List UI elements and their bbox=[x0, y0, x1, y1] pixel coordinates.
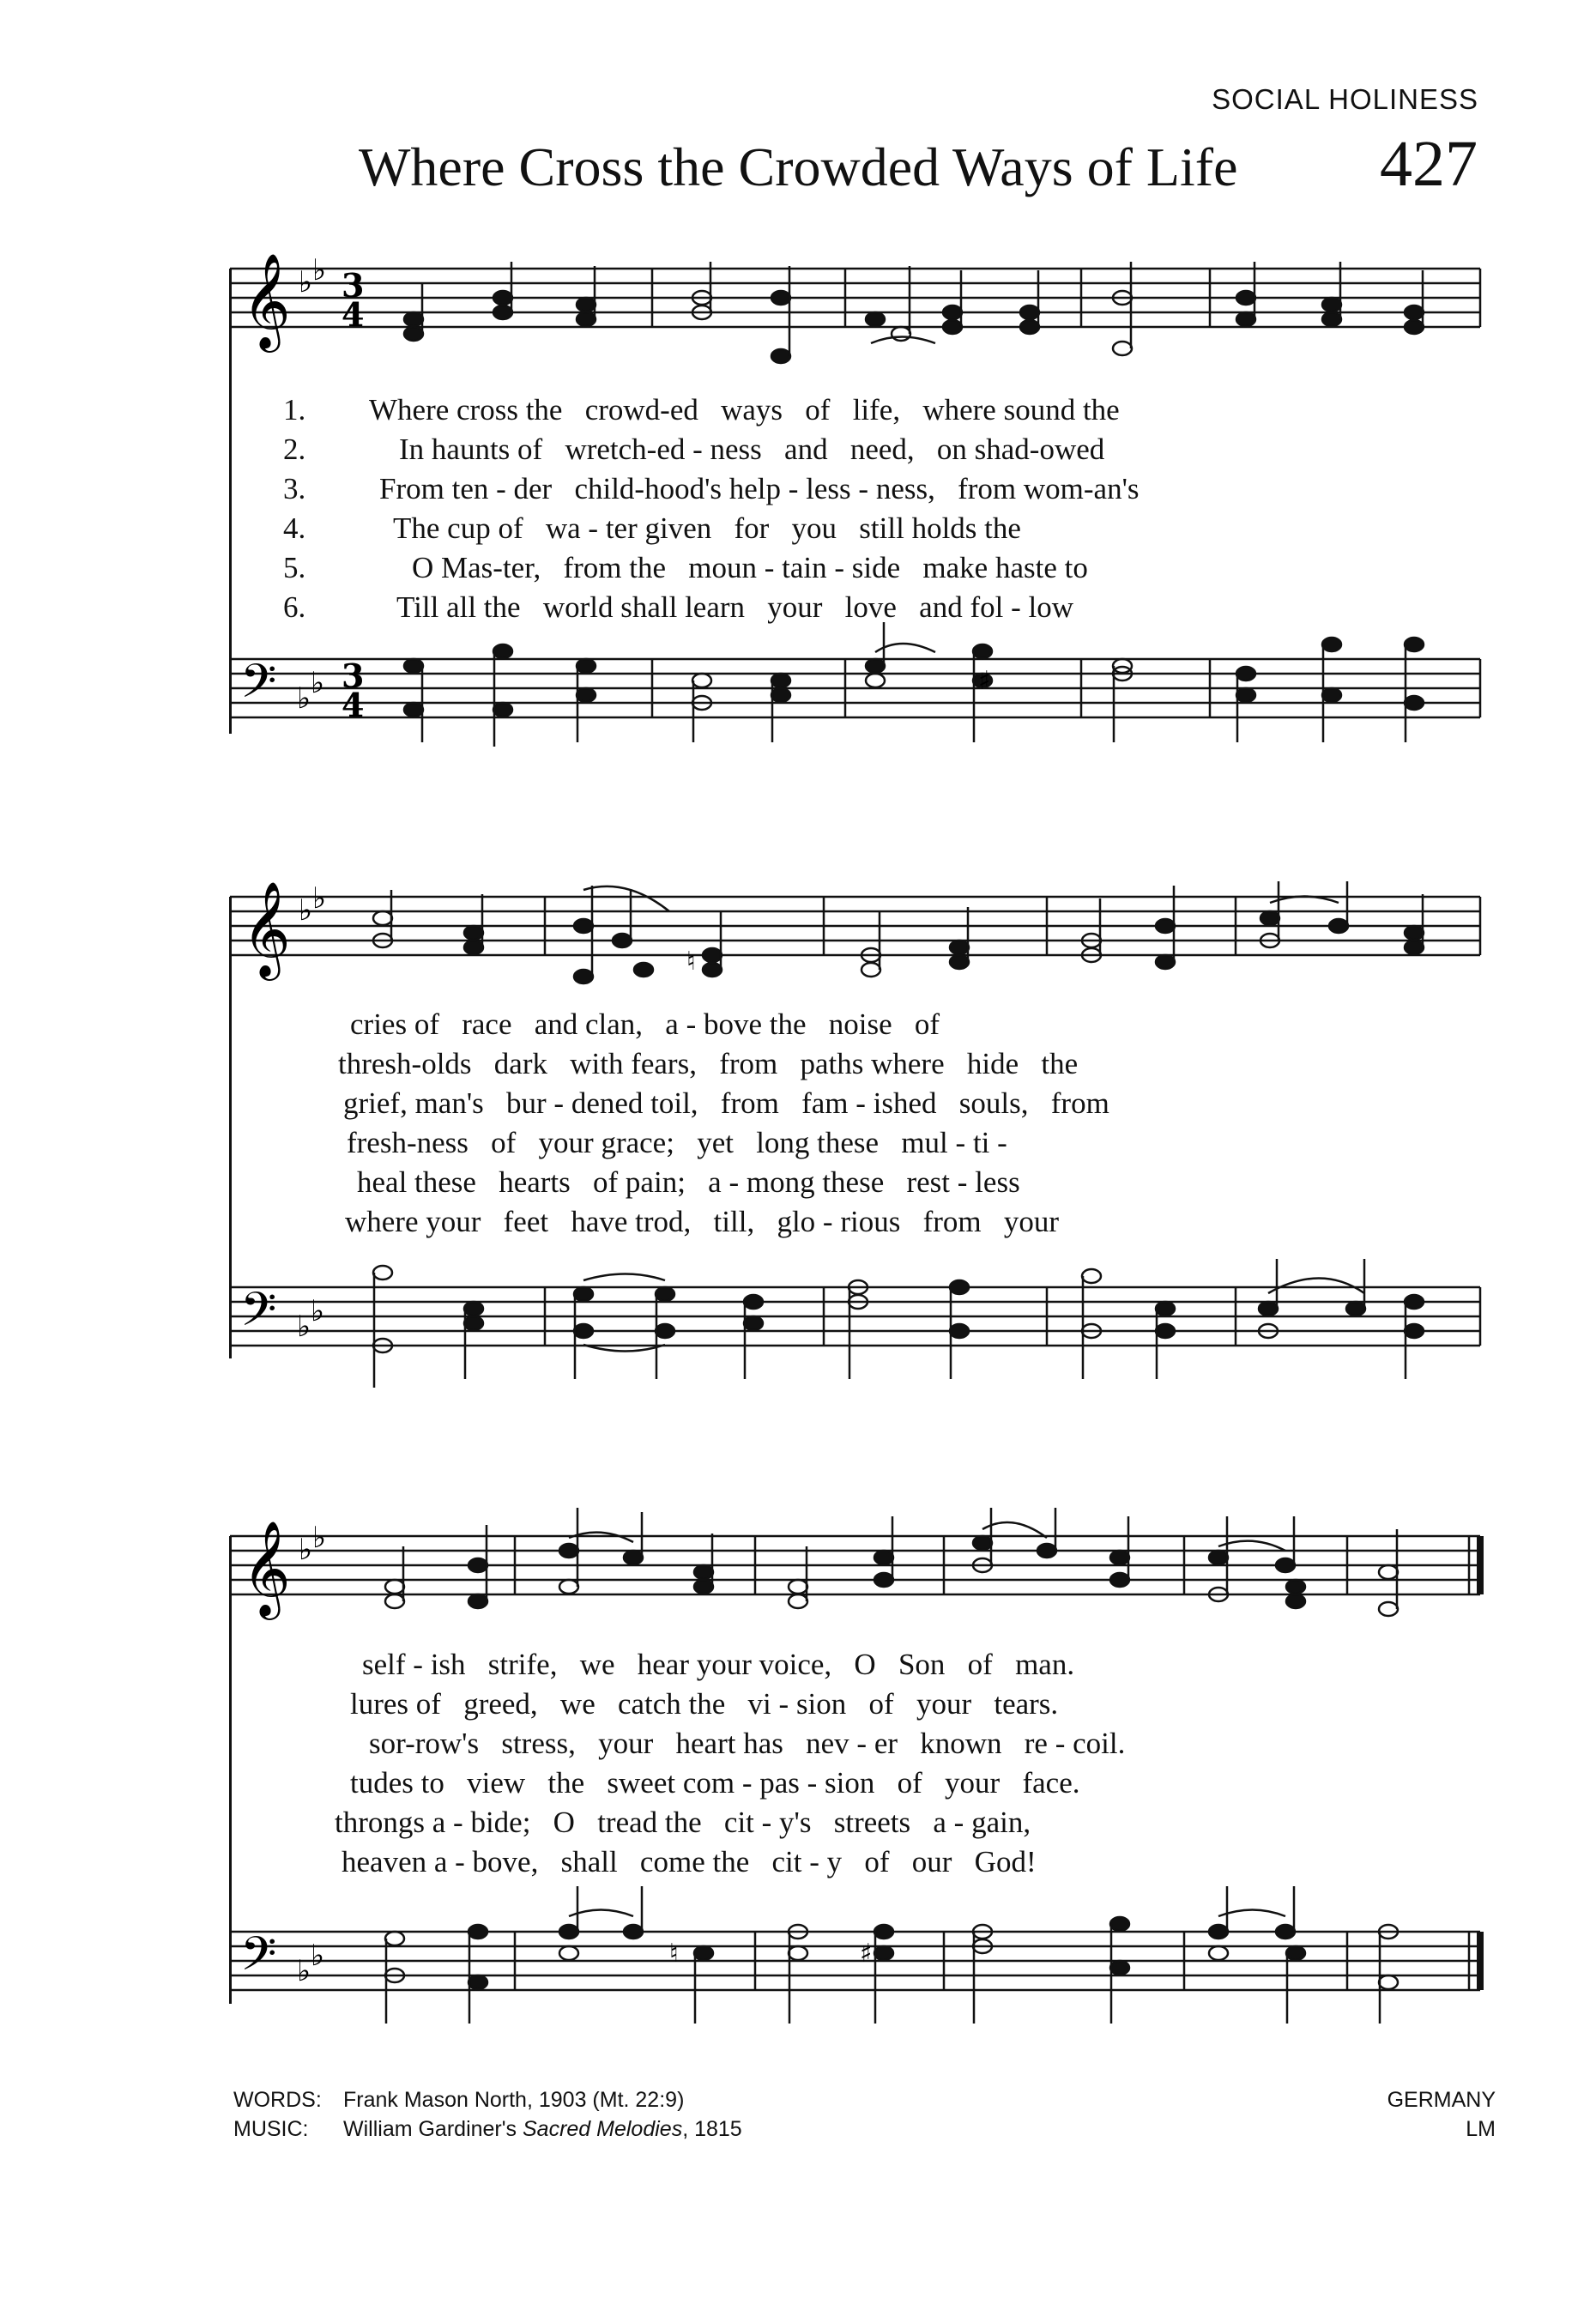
treble-clef-icon: 𝄞 bbox=[242, 252, 291, 348]
tune-name: GERMANY bbox=[1387, 2088, 1496, 2112]
system-1-verse-2 bbox=[283, 433, 1467, 469]
credits bbox=[233, 2085, 742, 2144]
music-label: MUSIC: bbox=[233, 2117, 309, 2141]
verse-number: 5. bbox=[283, 551, 306, 584]
flat-icon: ♭ bbox=[311, 1294, 325, 1328]
system-1-verse-6 bbox=[283, 590, 1467, 626]
lyric-line: sor-row's stress, your heart has nev - er known re - coil. bbox=[369, 1727, 1126, 1760]
system-3-verse-2 bbox=[283, 1687, 1467, 1723]
lyric-line: where your feet have trod, till, glo - rious from your bbox=[345, 1205, 1060, 1238]
natural-icon: ♮ bbox=[669, 1939, 679, 1969]
flat-icon: ♭ bbox=[312, 253, 327, 287]
music-source: Sacred Melodies bbox=[522, 2117, 683, 2141]
verse-number: 6. bbox=[283, 590, 306, 624]
flat-icon: ♭ bbox=[299, 1533, 313, 1567]
system-1-verse-3 bbox=[283, 472, 1467, 508]
tune-meter: LM bbox=[1466, 2117, 1496, 2141]
sharp-icon: ♯ bbox=[978, 666, 991, 696]
system-1-verse-4 bbox=[283, 511, 1467, 547]
lyric-line: throngs a - bide; O tread the cit - y's streets a - gain, bbox=[335, 1806, 1031, 1839]
category-label: SOCIAL HOLINESS bbox=[1212, 83, 1478, 115]
lyric-line: The cup of wa - ter given for you still holds the bbox=[393, 511, 1021, 545]
lyric-line: thresh-olds dark with fears, from paths where hide the bbox=[338, 1047, 1079, 1080]
time-signature-3: 3 bbox=[342, 656, 365, 695]
flat-icon: ♭ bbox=[299, 265, 313, 299]
lyric-line: lures of greed, we catch the vi - sion of your tears. bbox=[350, 1687, 1059, 1721]
verse-number: 1. bbox=[283, 393, 306, 426]
system-3-verse-4 bbox=[283, 1766, 1467, 1802]
lyric-line: Where cross the crowd-ed ways of life, where sound the bbox=[369, 393, 1120, 426]
music-credit bbox=[233, 2114, 742, 2144]
lyric-line: self - ish strife, we hear your voice, O Son of man. bbox=[362, 1648, 1075, 1681]
system-1-treble-staff bbox=[223, 252, 1489, 412]
hymn-title: Where Cross the Crowded Ways of Life bbox=[359, 136, 1238, 197]
system-3-verse-1 bbox=[283, 1648, 1467, 1684]
flat-icon: ♭ bbox=[311, 666, 325, 700]
system-1-verse-1 bbox=[283, 393, 1467, 429]
sharp-icon: ♯ bbox=[860, 1939, 873, 1969]
lyric-line: cries of race and clan, a - bove the noise of bbox=[350, 1007, 940, 1041]
system-1-verse-5 bbox=[283, 551, 1467, 587]
system-1-bass-staff bbox=[223, 648, 1489, 802]
system-2-bass-staff bbox=[223, 1276, 1489, 1431]
words-author: Frank Mason North, 1903 (Mt. 22:9) bbox=[343, 2088, 685, 2112]
system-3-bass-staff bbox=[223, 1921, 1489, 2075]
system-2-verse-1 bbox=[283, 1007, 1467, 1044]
system-3-verse-3 bbox=[283, 1727, 1467, 1763]
lyric-line: fresh-ness of your grace; yet long these mul - ti - bbox=[347, 1126, 1007, 1159]
flat-icon: ♭ bbox=[299, 893, 313, 928]
verse-number: 4. bbox=[283, 511, 306, 545]
lyric-line: heaven a - bove, shall come the cit - y of our God! bbox=[342, 1845, 1037, 1878]
hymn-number: 427 bbox=[1380, 128, 1478, 200]
tune-info bbox=[1387, 2085, 1496, 2144]
music-prefix: William Gardiner's bbox=[343, 2117, 523, 2141]
verse-number: 3. bbox=[283, 472, 306, 505]
words-credit bbox=[233, 2085, 742, 2114]
music-year: , 1815 bbox=[682, 2117, 742, 2141]
bass-clef-icon: 𝄢 bbox=[240, 1282, 277, 1348]
bass-clef-icon: 𝄢 bbox=[240, 1927, 277, 1993]
system-2-verse-5 bbox=[283, 1165, 1467, 1201]
system-3-verse-5 bbox=[283, 1806, 1467, 1842]
lyric-line: From ten - der child-hood's help - less - ness, from wom-an's bbox=[379, 472, 1140, 505]
lyric-line: Till all the world shall learn your love and fol - low bbox=[396, 590, 1074, 624]
flat-icon: ♭ bbox=[297, 1954, 311, 1988]
time-signature-3: 3 bbox=[342, 266, 365, 305]
lyric-line: heal these hearts of pain; a - mong these rest - less bbox=[357, 1165, 1020, 1199]
treble-clef-icon: 𝄞 bbox=[242, 1520, 291, 1616]
treble-clef-icon: 𝄞 bbox=[242, 880, 291, 977]
bass-clef-icon: 𝄢 bbox=[240, 654, 277, 720]
flat-icon: ♭ bbox=[311, 1939, 325, 1973]
flat-icon: ♭ bbox=[297, 1310, 311, 1344]
flat-icon: ♭ bbox=[312, 881, 327, 916]
system-2-verse-6 bbox=[283, 1205, 1467, 1241]
natural-icon: ♮ bbox=[686, 947, 696, 977]
flat-icon: ♭ bbox=[297, 681, 311, 716]
system-2-verse-4 bbox=[283, 1126, 1467, 1162]
lyric-line: In haunts of wretch-ed - ness and need, on shad-owed bbox=[399, 433, 1105, 466]
system-2-verse-2 bbox=[283, 1047, 1467, 1083]
lyric-line: tudes to view the sweet com - pas - sion of your face. bbox=[350, 1766, 1080, 1800]
time-signature-4: 4 bbox=[342, 295, 365, 334]
verse-number: 2. bbox=[283, 433, 306, 466]
flat-icon: ♭ bbox=[312, 1521, 327, 1555]
system-2-verse-3 bbox=[283, 1086, 1467, 1122]
lyric-line: grief, man's bur - dened toil, from fam - ished souls, from bbox=[343, 1086, 1109, 1120]
system-3-verse-6 bbox=[283, 1845, 1467, 1881]
lyric-line: O Mas-ter, from the moun - tain - side make haste to bbox=[412, 551, 1088, 584]
words-label: WORDS: bbox=[233, 2088, 322, 2112]
time-signature-4: 4 bbox=[342, 686, 365, 724]
